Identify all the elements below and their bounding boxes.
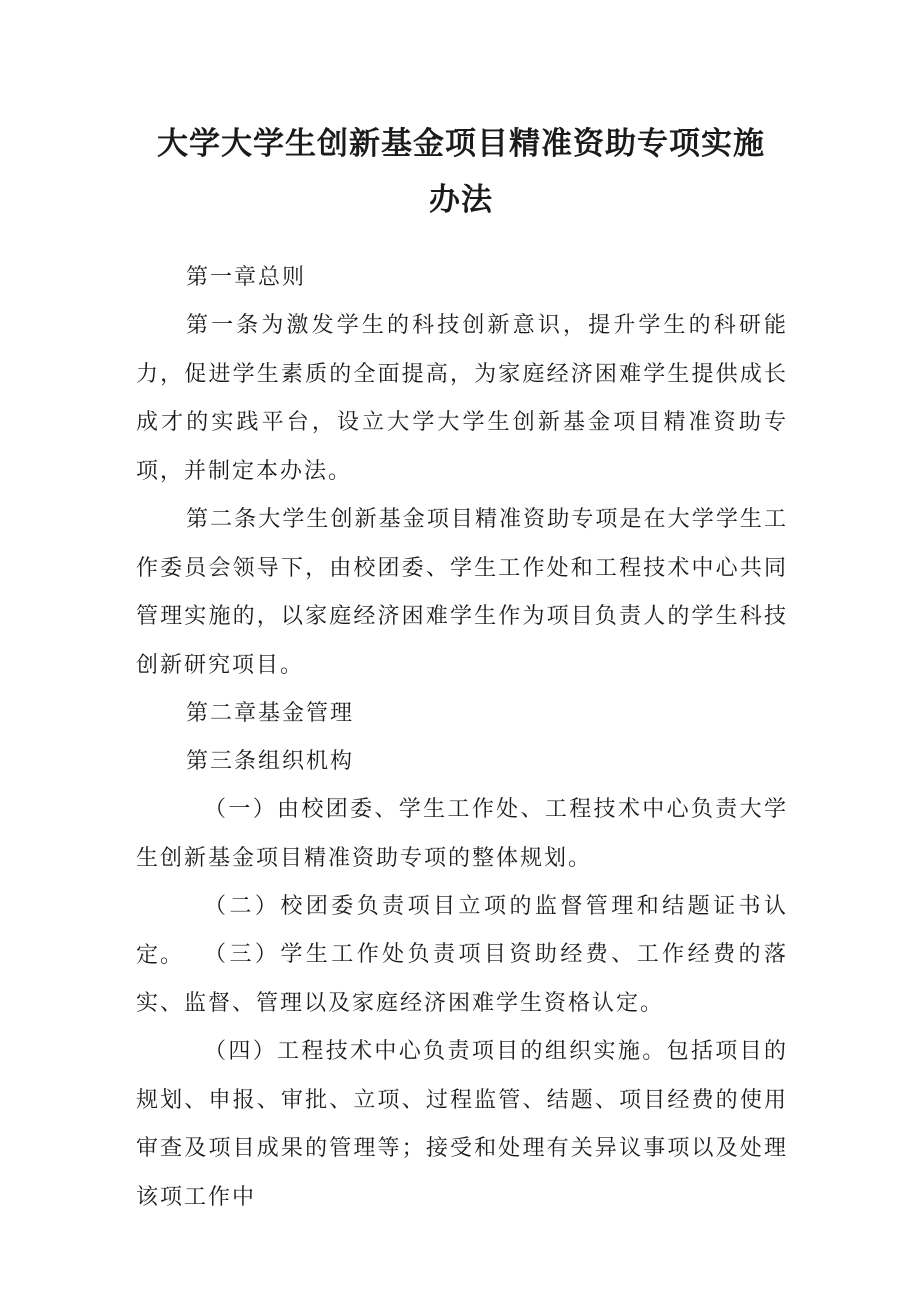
chapter-heading-fund-management: 第二章基金管理 <box>186 701 355 726</box>
document-title-line-1: 大学大学生创新基金项目精准资助专项实施 <box>157 126 765 162</box>
chapter-heading-general: 第一章总则 <box>186 265 307 290</box>
item-3-paragraph: （三）学生工作处负责项目资助经费、工作经费的落实、监督、管理以及家庭经济困难学生资格认定。 <box>136 942 788 1016</box>
article-2-paragraph: 第二条大学生创新基金项目精准资助专项是在大学学生工作委员会领导下，由校团委、学生工作处和工程技术中心共同管理实施的，以家庭经济困难学生作为项目负责人的学生科技创新研究项目。 <box>136 507 788 678</box>
item-1-paragraph: （一）由校团委、学生工作处、工程技术中心负责大学生创新基金项目精准资助专项的整体规划。 <box>136 797 788 871</box>
item-4-paragraph: （四）工程技术中心负责项目的组织实施。包括项目的规划、申报、审批、立项、过程监管、结题、项目经费的使用审查及项目成果的管理等；接受和处理有关异议事项以及处理该项工作中 <box>136 1039 788 1210</box>
document-title-line-2: 办法 <box>429 182 493 218</box>
article-1-paragraph: 第一条为激发学生的科技创新意识，提升学生的科研能力，促进学生素质的全面提高，为家庭经济困难学生提供成长成才的实践平台，设立大学大学生创新基金项目精准资助专项，并制定本办法。 <box>136 313 788 484</box>
article-3-heading: 第三条组织机构 <box>186 749 355 774</box>
item-2-paragraph: （二）校团委负责项目立项的监督管理和结题证书认定。 <box>136 894 788 968</box>
